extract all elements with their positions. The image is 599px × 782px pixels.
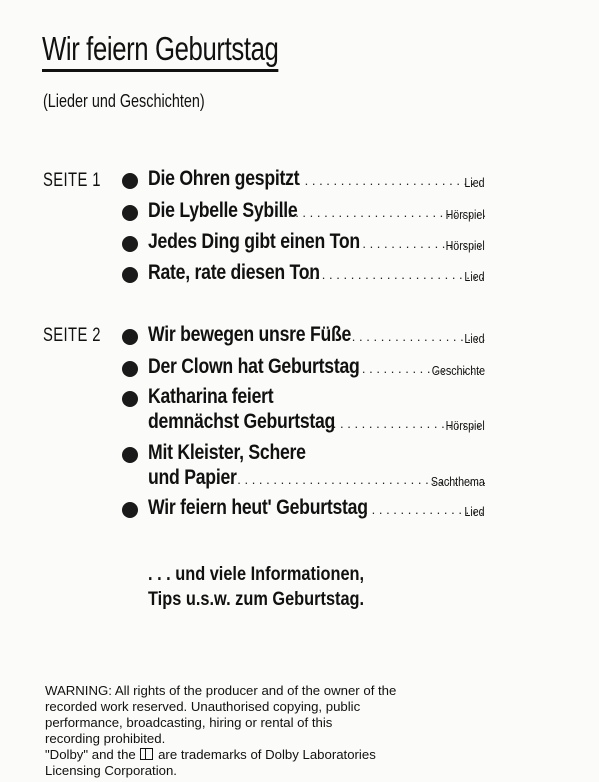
bullet-icon — [122, 361, 138, 377]
bullet-icon — [122, 502, 138, 518]
track-title-line1: Mit Kleister, Schere — [148, 441, 306, 464]
warning-line: recording prohibited. — [45, 731, 166, 746]
side-1-label: SEITE 1 — [43, 170, 101, 191]
track-title: Die Ohren gespitzt — [148, 167, 300, 190]
bullet-icon — [122, 267, 138, 283]
dolby-text-before: "Dolby" and the — [45, 747, 136, 762]
bullet-icon — [122, 447, 138, 463]
more-info-note — [148, 562, 364, 612]
track-type: Hörspiel — [445, 238, 485, 253]
dot-leader — [281, 174, 485, 187]
dolby-logo-icon — [140, 748, 153, 760]
track-type: Sachthema — [431, 474, 485, 489]
bullet-icon — [122, 236, 138, 252]
track-title: Rate, rate diesen Ton — [148, 261, 320, 284]
dolby-trademark-line2: Licensing Corporation. — [45, 763, 177, 778]
more-info-line2: Tips u.s.w. zum Geburtstag. — [148, 589, 365, 610]
bullet-icon — [122, 173, 138, 189]
bullet-icon — [122, 329, 138, 345]
track-title: demnächst Geburtstag — [148, 410, 336, 433]
dolby-trademark-line — [45, 747, 515, 763]
dolby-text-after: are trademarks of Dolby Laboratories — [158, 747, 376, 762]
page-title: Wir feiern Geburtstag — [42, 30, 278, 72]
page-subtitle: (Lieder und Geschichten) — [43, 91, 205, 111]
track-type: Hörspiel — [445, 207, 485, 222]
track-title-line1: Katharina feiert — [148, 385, 274, 408]
track-type: Lied — [464, 175, 485, 190]
track-type: Lied — [464, 269, 485, 284]
more-info-line1: . . . und viele Informationen, — [148, 564, 365, 585]
track-title: Wir bewegen unsre Füße — [148, 323, 352, 346]
copyright-warning — [45, 683, 515, 779]
track-type: Geschichte — [431, 363, 485, 378]
track-title: Der Clown hat Geburtstag — [148, 355, 360, 378]
bullet-icon — [122, 391, 138, 407]
track-type: Lied — [464, 331, 485, 346]
track-title: und Papier — [148, 466, 237, 489]
track-title: Wir feiern heut' Geburtstag — [148, 496, 368, 519]
track-type: Hörspiel — [445, 418, 485, 433]
track-type: Lied — [464, 504, 485, 519]
bullet-icon — [122, 205, 138, 221]
side-2-label: SEITE 2 — [43, 325, 101, 346]
track-title: Jedes Ding gibt einen Ton — [148, 230, 360, 253]
warning-line: performance, broadcasting, hiring or rental of this — [45, 715, 333, 730]
warning-line: recorded work reserved. Unauthorised copying, public — [45, 699, 361, 714]
dot-leader — [305, 268, 485, 281]
warning-line: WARNING: All rights of the producer and of the owner of the — [45, 683, 397, 698]
track-title: Die Lybelle Sybille — [148, 199, 298, 222]
